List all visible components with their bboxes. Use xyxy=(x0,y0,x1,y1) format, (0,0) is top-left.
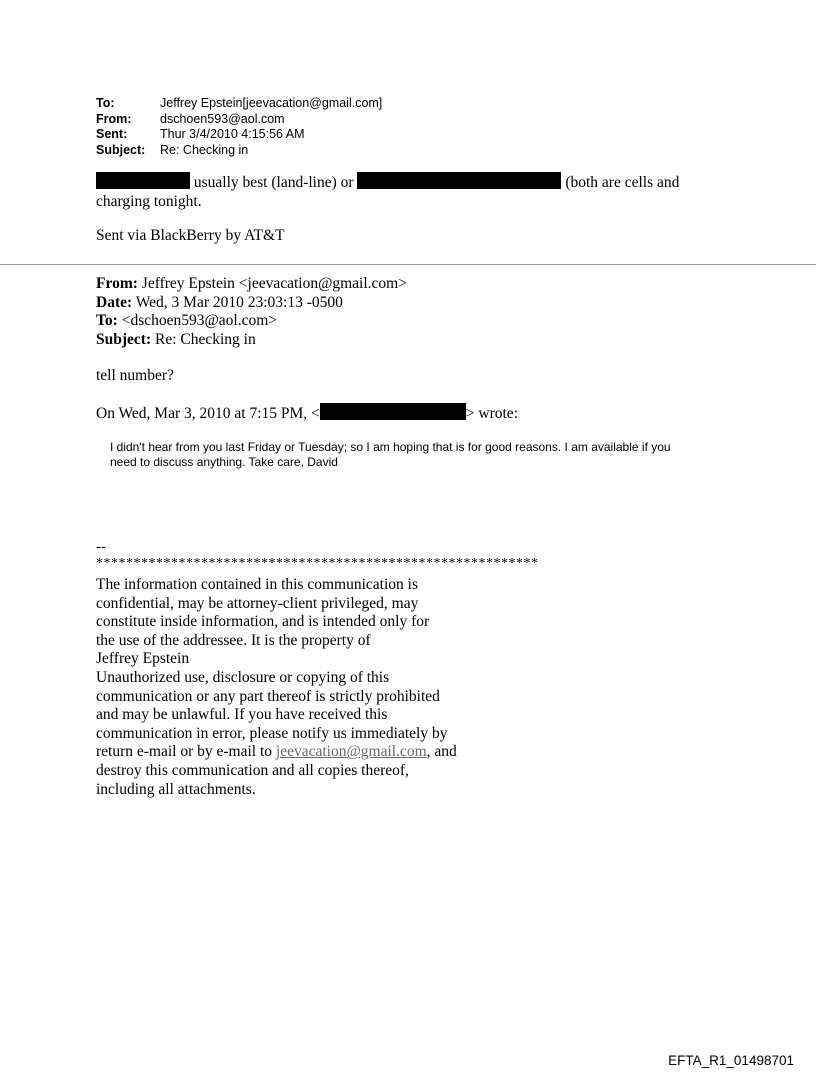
email-header xyxy=(96,96,382,158)
attribution-prefix: On Wed, Mar 3, 2010 at 7:15 PM, < xyxy=(96,405,320,422)
redaction-bar xyxy=(357,172,561,189)
subject-value: Re: Checking in xyxy=(160,142,249,157)
header-to xyxy=(96,96,382,112)
forwarded-to xyxy=(96,312,407,331)
document-id: EFTA_R1_01498701 xyxy=(668,1053,794,1068)
quoted-message xyxy=(110,440,730,470)
sent-label: Sent: xyxy=(96,127,128,141)
subject-label: Subject: xyxy=(96,142,146,157)
divider xyxy=(0,264,816,265)
reply-message: tell number? xyxy=(96,367,174,384)
fwd-from-value: Jeffrey Epstein <jeevacation@gmail.com> xyxy=(141,275,407,292)
attribution-suffix: > wrote: xyxy=(465,405,518,422)
email-link[interactable]: jeevacation@gmail.com xyxy=(275,743,427,761)
fwd-subject-label: Subject: xyxy=(96,330,152,348)
body-text-3: charging tonight. xyxy=(96,193,202,210)
forwarded-subject xyxy=(96,331,407,350)
fwd-date-label: Date: xyxy=(96,293,133,311)
message-body xyxy=(96,172,736,211)
notice-line-suffix: , and xyxy=(426,743,457,761)
notice-line: the use of the addressee. It is the property of xyxy=(96,631,371,649)
notice-line: constitute inside information, and is intended only for xyxy=(96,613,430,631)
fwd-date-value: Wed, 3 Mar 2010 23:03:13 -0500 xyxy=(135,293,343,311)
from-label: From: xyxy=(96,111,132,126)
notice-line: including all attachments. xyxy=(96,780,256,798)
quote-attribution xyxy=(96,403,518,423)
notice-line: communication or any part thereof is strictly prohibited xyxy=(96,687,440,705)
header-sent xyxy=(96,127,382,143)
quote-line-2: need to discuss anything. Take care, David xyxy=(110,455,338,469)
notice-line: and may be unlawful. If you have received this xyxy=(96,706,388,724)
fwd-to-value: <dschoen593@aol.com> xyxy=(121,312,277,330)
forwarded-header xyxy=(96,275,407,349)
header-subject xyxy=(96,143,382,159)
from-value: dschoen593@aol.com xyxy=(160,111,285,126)
redaction-bar xyxy=(96,172,190,189)
asterisk-line: *********************************************************** xyxy=(96,556,539,571)
notice-line-prefix: return e-mail or by e-mail to xyxy=(96,743,276,761)
fwd-to-label: To: xyxy=(96,312,118,330)
body-text-1: usually best (land-line) or xyxy=(193,174,354,191)
forwarded-from xyxy=(96,275,407,294)
sig-separator: -- xyxy=(96,539,106,555)
forwarded-date xyxy=(96,294,407,313)
quote-line-1: I didn't hear from you last Friday or Tuesday; so I am hoping that is for good reasons. I am available if you xyxy=(110,440,671,454)
confidentiality-notice xyxy=(96,576,457,799)
header-from xyxy=(96,112,382,128)
fwd-subject-value: Re: Checking in xyxy=(154,330,256,348)
sent-value: Thur 3/4/2010 4:15:56 AM xyxy=(160,127,305,141)
fwd-from-label: From: xyxy=(96,275,138,292)
notice-line: Jeffrey Epstein xyxy=(96,650,190,668)
notice-line: Unauthorized use, disclosure or copying of this xyxy=(96,668,390,686)
notice-line: destroy this communication and all copies thereof, xyxy=(96,761,409,779)
notice-line xyxy=(96,743,457,762)
notice-line: communication in error, please notify us immediately by xyxy=(96,724,448,742)
signature: Sent via BlackBerry by AT&T xyxy=(96,227,285,244)
notice-line: The information contained in this communication is xyxy=(96,576,418,593)
body-text-2: (both are cells and xyxy=(565,174,680,191)
to-value: Jeffrey Epstein[jeevacation@gmail.com] xyxy=(160,96,383,110)
redaction-bar xyxy=(320,403,466,420)
notice-line: confidential, may be attorney-client privileged, may xyxy=(96,594,419,612)
to-label: To: xyxy=(96,96,115,110)
